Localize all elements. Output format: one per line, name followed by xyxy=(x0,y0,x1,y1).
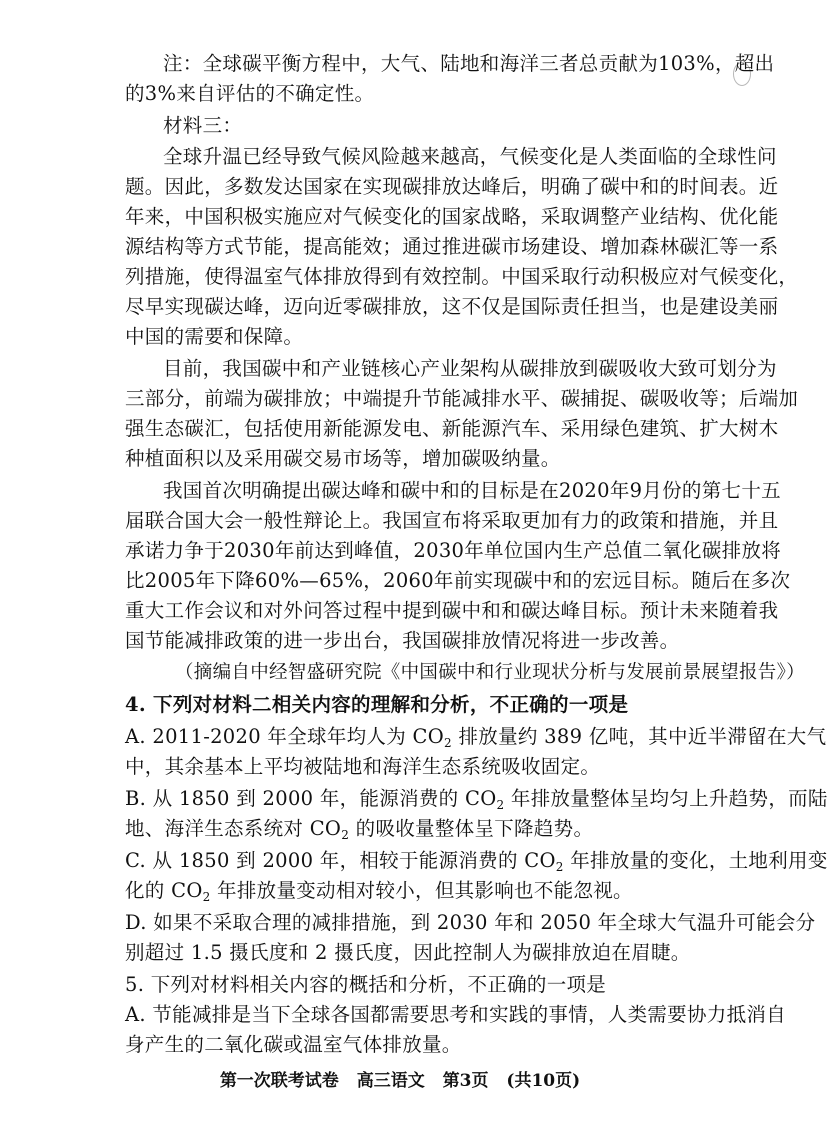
question-5-stem: 5. 下列对材料相关内容的概括和分析，不正确的一项是 xyxy=(125,973,607,996)
q4-option-c-line-2-cont: 年排放量变动相对较小，但其影响也不能忽视。 xyxy=(210,879,633,902)
q4-option-a-line-2: 中，其余基本上平均被陆地和海洋生态系统吸收固定。 xyxy=(125,755,601,778)
paragraph-1-line: 源结构等方式节能，提高能效；通过推进碳市场建设、增加森林碳汇等一系 xyxy=(125,235,779,258)
subscript-2: 2 xyxy=(444,736,452,750)
q4-option-c-text: C. 从 1850 到 2000 年，相较于能源消费的 CO xyxy=(125,849,556,872)
q4-option-b-text: B. 从 1850 到 2000 年，能源消费的 CO xyxy=(125,787,497,810)
q5-option-a: A. 节能减排是当下全球各国都需要思考和实践的事情，人类需要协力抵消自 xyxy=(125,1003,786,1026)
paragraph-2-line: 种植面积以及采用碳交易市场等，增加碳吸纳量。 xyxy=(125,447,561,470)
q4-option-c-line-2-text: 化的 CO xyxy=(125,879,203,902)
paragraph-3-line: 重大工作会议和对外问答过程中提到碳中和和碳达峰目标。预计未来随着我 xyxy=(125,599,779,622)
question-4-stem: 4. 下列对材料二相关内容的理解和分析，不正确的一项是 xyxy=(125,693,629,716)
material3-heading: 材料三： xyxy=(163,114,243,137)
note-line-2: 的3%来自评估的不确定性。 xyxy=(125,82,375,105)
paragraph-3-line: 国节能减排政策的进一步出台，我国碳排放情况将进一步改善。 xyxy=(125,629,680,652)
subscript-2: 2 xyxy=(341,828,350,842)
paragraph-2-line: 目前，我国碳中和产业链核心产业架构从碳排放到碳吸收大致可划分为 xyxy=(163,357,777,380)
paragraph-3-line: 届联合国大会一般性辩论上。我国宣布将采取更加有力的政策和措施，并且 xyxy=(125,509,779,532)
q4-option-c-line-2 xyxy=(125,877,633,905)
q4-option-a xyxy=(125,723,826,751)
note-line-1: 注：全球碳平衡方程中，大气、陆地和海洋三者总贡献为103%，超出 xyxy=(163,52,775,75)
q4-option-a-text-cont: 排放量约 389 亿吨，其中近半滞留在大气 xyxy=(451,725,827,748)
paragraph-1-line: 题。因此，多数发达国家在实现碳排放达峰后，明确了碳中和的时间表。近 xyxy=(125,175,779,198)
footer-page: 第3页 xyxy=(442,1071,489,1091)
paragraph-2-line: 强生态碳汇，包括使用新能源发电、新能源汽车、采用绿色建筑、扩大树木 xyxy=(125,417,779,440)
q4-option-b-line-2-text: 地、海洋生态系统对 CO xyxy=(125,817,342,840)
footer-subject: 高三语文 xyxy=(356,1071,425,1091)
paragraph-3-line: 比2005年下降60%—65%，2060年前实现碳中和的宏远目标。随后在多次 xyxy=(125,569,791,592)
subscript-2: 2 xyxy=(202,890,211,904)
q4-option-b-line-2-cont: 的吸收量整体呈下降趋势。 xyxy=(349,817,594,840)
paragraph-3-line: 承诺力争于2030年前达到峰值，2030年单位国内生产总值二氧化碳排放将 xyxy=(125,539,782,562)
q4-option-b-line-2 xyxy=(125,815,593,843)
page-footer xyxy=(0,1066,800,1091)
q4-option-a-text: A. 2011-2020 年全球年均人为 CO xyxy=(125,725,445,748)
paragraph-1-line: 全球升温已经导致气候风险越来越高，气候变化是人类面临的全球性问 xyxy=(163,145,777,168)
paragraph-1-line: 年来，中国积极实施应对气候变化的国家战略，采取调整产业结构、优化能 xyxy=(125,205,779,228)
subscript-2: 2 xyxy=(496,798,505,812)
paragraph-1-line: 列措施，使得温室气体排放得到有效控制。中国采取行动积极应对气候变化， xyxy=(125,265,799,288)
footer-total: (共10页) xyxy=(506,1071,581,1091)
source-citation: （摘编自中经智盛研究院《中国碳中和行业现状分析与发展前景展望报告》） xyxy=(175,662,805,683)
q4-option-b xyxy=(125,785,828,813)
q4-option-d: D. 如果不采取合理的减排措施，到 2030 年和 2050 年全球大气温升可能会分 xyxy=(125,911,816,934)
paragraph-1-line: 尽早实现碳达峰，迈向近零碳排放，这不仅是国际责任担当，也是建设美丽 xyxy=(125,295,779,318)
q4-option-d-line-2: 别超过 1.5 摄氏度和 2 摄氏度，因此控制人为碳排放迫在眉睫。 xyxy=(125,941,691,964)
q4-option-c xyxy=(125,847,828,875)
paragraph-2-line: 三部分，前端为碳排放；中端提升节能减排水平、碳捕捉、碳吸收等；后端加 xyxy=(125,387,799,410)
q4-option-b-text-cont: 年排放量整体呈均匀上升趋势，而陆 xyxy=(504,787,828,810)
paragraph-3-line: 我国首次明确提出碳达峰和碳中和的目标是在2020年9月份的第七十五 xyxy=(163,479,781,502)
footer-exam: 第一次联考试卷 xyxy=(219,1071,339,1091)
paragraph-1-line: 中国的需要和保障。 xyxy=(125,325,304,348)
q4-option-c-text-cont: 年排放量的变化，土地利用变 xyxy=(563,849,828,872)
subscript-2: 2 xyxy=(555,860,564,874)
q5-option-a-line-2: 身产生的二氧化碳或温室气体排放量。 xyxy=(125,1033,462,1056)
